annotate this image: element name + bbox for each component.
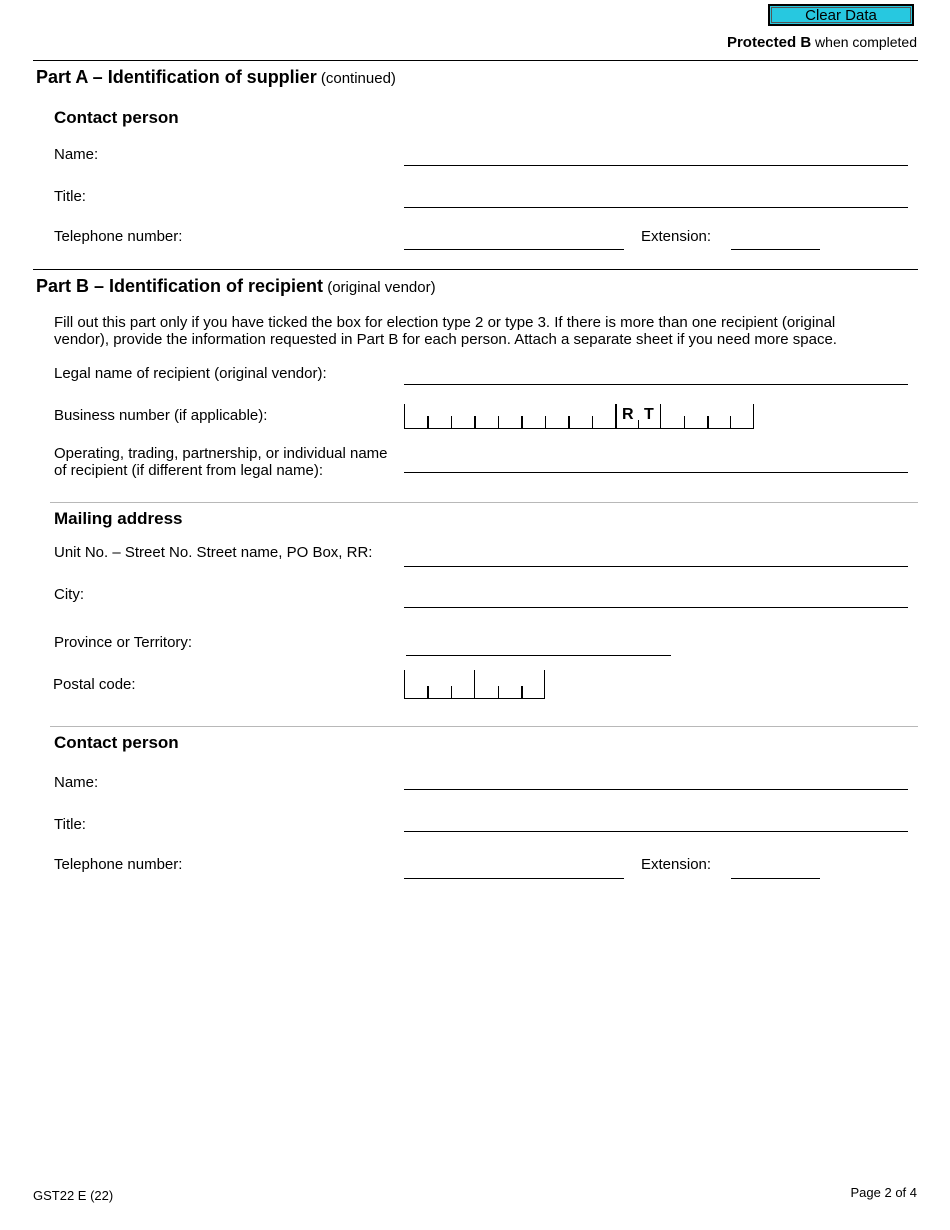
comb-edge bbox=[404, 670, 405, 698]
comb-edge bbox=[615, 404, 617, 428]
part-a-phone-label: Telephone number: bbox=[54, 228, 183, 245]
part-b-phone-field[interactable] bbox=[404, 878, 624, 879]
comb-edge bbox=[474, 670, 475, 698]
comb-tick bbox=[427, 686, 429, 698]
mailing-address-heading: Mailing address bbox=[54, 509, 183, 528]
rt-letter-r: R bbox=[622, 406, 634, 423]
operating-name-field[interactable] bbox=[404, 472, 908, 473]
comb-tick bbox=[427, 416, 429, 428]
comb-tick bbox=[498, 416, 499, 428]
comb-tick bbox=[730, 416, 731, 428]
comb-edge bbox=[753, 404, 754, 428]
part-b-extension-label: Extension: bbox=[641, 856, 712, 873]
part-a-name-label: Name: bbox=[54, 146, 99, 163]
city-field[interactable] bbox=[404, 607, 908, 608]
street-field[interactable] bbox=[404, 566, 908, 567]
part-b-extension-field[interactable] bbox=[731, 878, 820, 879]
rt-letter-t: T bbox=[644, 406, 654, 423]
protected-b-suffix: when completed bbox=[811, 34, 917, 50]
comb-edge bbox=[660, 404, 661, 428]
comb-tick bbox=[684, 416, 685, 428]
business-number-field[interactable] bbox=[404, 404, 754, 429]
comb-tick bbox=[521, 416, 523, 428]
protected-b-label: Protected B bbox=[726, 34, 812, 51]
part-b-contact-heading: Contact person bbox=[54, 733, 179, 752]
part-a-name-field[interactable] bbox=[404, 165, 908, 166]
part-a-extension-label: Extension: bbox=[641, 228, 712, 245]
comb-tick bbox=[568, 416, 570, 428]
part-b-name-label: Name: bbox=[54, 774, 99, 791]
divider bbox=[50, 726, 918, 727]
part-b-instructions: Fill out this part only if you have ticked the box for election type 2 or type 3. If there is more than one recipient (original vendor), provide the information requested in Part B for each person. Attach a separate sheet if you need more space. bbox=[54, 314, 837, 348]
part-a-title-label: Title: bbox=[54, 188, 86, 205]
part-a-title-note: (continued) bbox=[316, 70, 396, 87]
part-b-name-field[interactable] bbox=[404, 789, 908, 790]
comb-tick bbox=[707, 416, 709, 428]
part-a-title-field[interactable] bbox=[404, 207, 908, 208]
legal-name-label: Legal name of recipient (original vendor): bbox=[54, 365, 327, 382]
operating-name-label-line-1: Operating, trading, partnership, or individual name bbox=[54, 445, 388, 462]
comb-tick bbox=[498, 686, 499, 698]
comb-edge bbox=[404, 404, 405, 428]
part-a-title: Part A – Identification of supplier bbox=[36, 67, 317, 87]
divider bbox=[33, 60, 918, 61]
street-label: Unit No. – Street No. Street name, PO Box, RR: bbox=[54, 544, 373, 561]
divider bbox=[33, 269, 918, 270]
form-identifier: GST22 E (22) bbox=[33, 1188, 114, 1203]
clear-data-button[interactable]: Clear Data bbox=[768, 4, 914, 26]
part-b-phone-label: Telephone number: bbox=[54, 856, 183, 873]
part-b-title: Part B – Identification of recipient bbox=[36, 276, 324, 296]
protected-b-notice bbox=[727, 34, 917, 51]
comb-tick bbox=[638, 420, 639, 428]
comb-tick bbox=[451, 686, 452, 698]
postal-code-label: Postal code: bbox=[53, 676, 136, 693]
city-label: City: bbox=[54, 586, 84, 603]
part-a-extension-field[interactable] bbox=[731, 249, 820, 250]
comb-tick bbox=[592, 416, 593, 428]
postal-code-field[interactable] bbox=[404, 670, 545, 699]
comb-edge bbox=[544, 670, 545, 698]
part-a-heading bbox=[36, 67, 396, 88]
operating-name-label-line-2: of recipient (if different from legal name): bbox=[54, 462, 324, 479]
province-label: Province or Territory: bbox=[54, 634, 193, 651]
part-a-phone-field[interactable] bbox=[404, 249, 624, 250]
part-b-title-label: Title: bbox=[54, 816, 86, 833]
page-number: Page 2 of 4 bbox=[850, 1185, 917, 1200]
comb-tick bbox=[545, 416, 546, 428]
business-number-label: Business number (if applicable): bbox=[54, 407, 268, 424]
part-b-title-note: (original vendor) bbox=[323, 279, 436, 296]
legal-name-field[interactable] bbox=[404, 384, 908, 385]
comb-tick bbox=[521, 686, 523, 698]
part-b-title-field[interactable] bbox=[404, 831, 908, 832]
part-b-heading bbox=[36, 276, 436, 297]
part-a-contact-heading: Contact person bbox=[54, 108, 179, 127]
comb-tick bbox=[474, 416, 476, 428]
province-field[interactable] bbox=[406, 655, 671, 656]
comb-tick bbox=[451, 416, 452, 428]
divider bbox=[50, 502, 918, 503]
